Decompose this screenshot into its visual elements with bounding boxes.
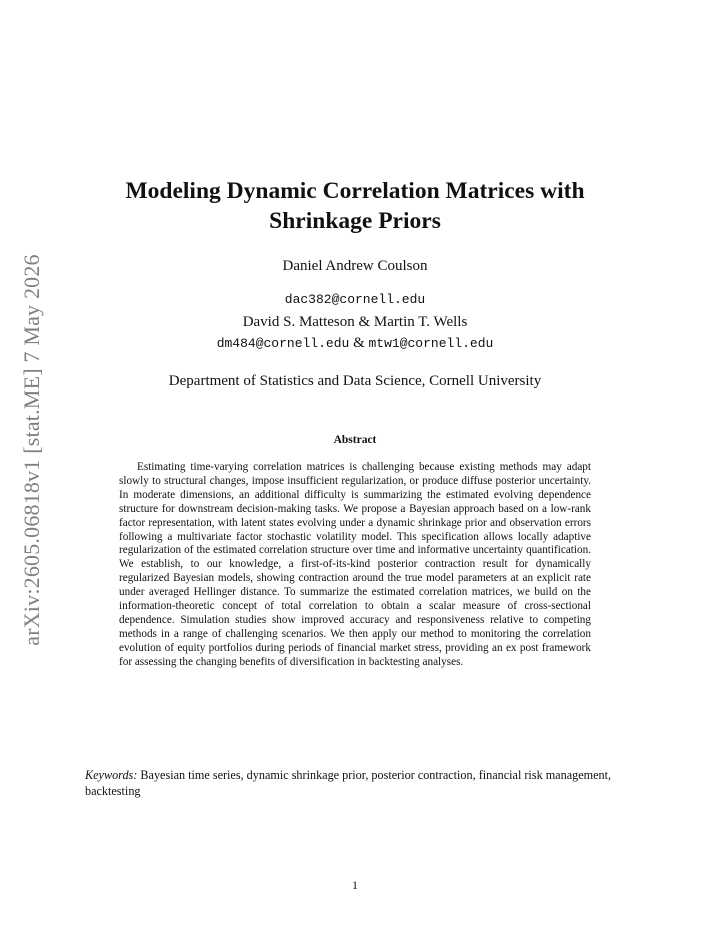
email-separator: & — [349, 335, 369, 351]
keywords-text: Bayesian time series, dynamic shrinkage prior, posterior contraction, financial risk management, backtesting — [85, 768, 612, 798]
paper-title — [80, 176, 630, 236]
coauthor-emails — [80, 333, 630, 354]
page-number: 1 — [352, 878, 358, 892]
arxiv-identifier: arXiv:2605.06818v1 [stat.ME] 7 May 2026 — [19, 254, 44, 646]
author-name: Daniel Andrew Coulson — [282, 258, 428, 274]
paper-title-line-1: Modeling Dynamic Correlation Matrices with — [125, 178, 585, 204]
author-email: dac382@cornell.edu — [284, 292, 426, 307]
coauthor-names: David S. Matteson & Martin T. Wells — [242, 314, 468, 330]
abstract-body: Estimating time-varying correlation matrices is challenging because existing methods may adapt slowly to structural changes, impose insufficient regularization, or produce diffuse posterior uncertainty. In moderate dimensions, an additional difficulty is summarizing the estimated evolving dependence structure for downstream decision-making tasks. We propose a Bayesian approach based on a low-rank factor representation, with latent states evolving under a dynamic shrinkage prior and observation errors following a multivariate factor stochastic volatility model. This specification allows locally adaptive regularization of the estimated correlation structure over time and informative uncertainty quantification. We establish, to our knowledge, a first-of-its-kind posterior contraction result for dynamically regularized Bayesian models, showing contraction around the true model parameters at an explicit rate under averaged Hellinger distance. To summarize the estimated correlation matrices, we build on the information-theoretic concept of total correlation to obtain a scalar measure of cross-sectional dependence. Simulation studies show improved accuracy and responsiveness relative to competing methods in a range of challenging scenarios. We then apply our method to monitoring the correlation evolution of equity portfolios during periods of financial market stress, providing an ex post framework for assessing the changing benefits of diversification in backtesting analyses. — [119, 461, 591, 668]
abstract-heading: Abstract — [333, 434, 377, 446]
affiliation: Department of Statistics and Data Science, Cornell University — [168, 373, 542, 389]
coauthor-email-matteson: dm484@cornell.edu — [216, 336, 350, 351]
keywords — [85, 767, 625, 799]
keywords-label: Keywords: — [85, 768, 138, 782]
paper-title-line-2: Shrinkage Priors — [269, 208, 441, 234]
coauthor-email-wells: mtw1@cornell.edu — [368, 336, 494, 351]
